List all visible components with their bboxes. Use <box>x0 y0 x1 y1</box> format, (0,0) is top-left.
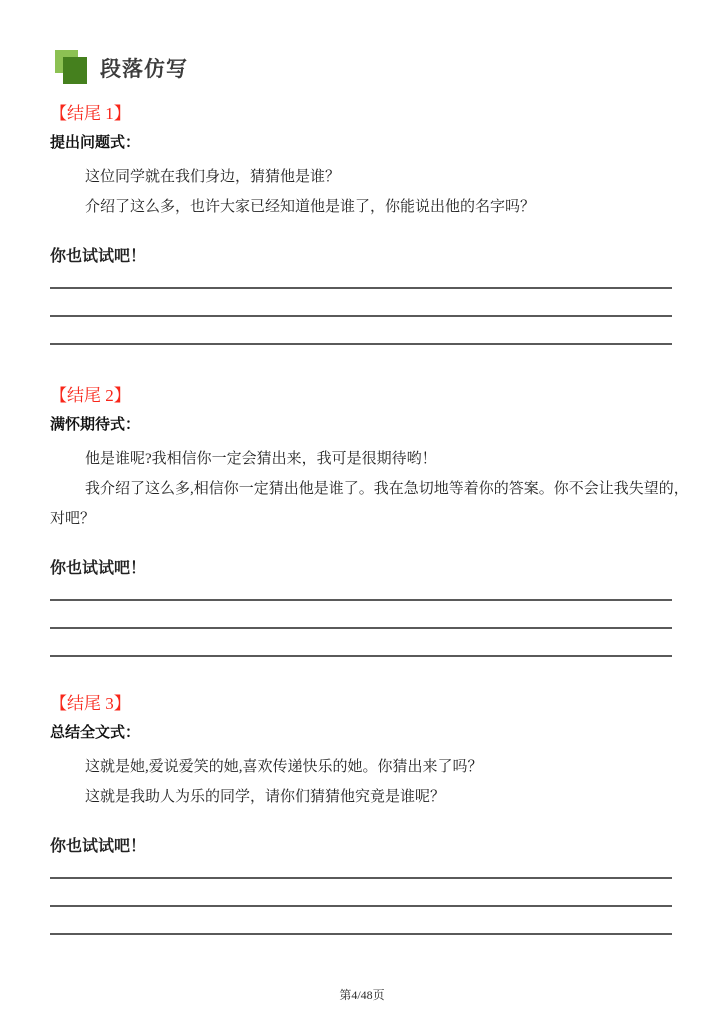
section-tag: 【结尾 1】 <box>50 104 131 123</box>
example-paragraphs <box>50 444 700 534</box>
icon-front-square <box>63 57 87 84</box>
answer-lines <box>50 268 672 345</box>
example-sentence: 这位同学就在我们身边，猜猜他是谁？ <box>85 169 341 185</box>
page-header <box>55 48 355 90</box>
answer-line <box>50 289 672 317</box>
section-ending-3 <box>50 693 700 935</box>
answer-line <box>50 879 672 907</box>
try-it-prompt: 你也试试吧！ <box>50 560 147 577</box>
example-sentence: 介绍了这么多，也许大家已经知道他是谁了，你能说出他的名字吗？ <box>85 199 536 215</box>
section-ending-1 <box>50 103 700 345</box>
example-sentence: 这就是她,爱说爱笑的她,喜欢传递快乐的她。你猜出来了吗？ <box>85 759 483 775</box>
answer-line <box>50 601 672 629</box>
section-tag: 【结尾 3】 <box>50 694 131 713</box>
example-sentence: 我介绍了这么多,相信你一定猜出他是谁了。我在急切地等着你的答案。你不会让我失望的，对吧？ <box>50 481 689 527</box>
section-tag: 【结尾 2】 <box>50 386 131 405</box>
overlapping-pages-icon <box>55 48 89 86</box>
example-sentence: 他是谁呢?我相信你一定会猜出来，我可是很期待哟！ <box>85 451 437 467</box>
page-title: 段落仿写 <box>100 58 188 81</box>
try-it-prompt: 你也试试吧！ <box>50 838 147 855</box>
answer-line <box>50 580 672 601</box>
example-paragraphs <box>50 752 700 812</box>
example-sentence: 这就是我助人为乐的同学，请你们猜猜他究竟是谁呢？ <box>85 789 446 805</box>
try-it-prompt: 你也试试吧！ <box>50 248 147 265</box>
section-ending-2 <box>50 385 700 657</box>
answer-lines <box>50 858 672 935</box>
answer-line <box>50 268 672 289</box>
answer-line <box>50 907 672 935</box>
example-paragraphs <box>50 162 700 222</box>
answer-line <box>50 858 672 879</box>
style-type-label: 满怀期待式： <box>50 417 141 433</box>
style-type-label: 总结全文式： <box>50 725 141 741</box>
answer-lines <box>50 580 672 657</box>
style-type-label: 提出问题式： <box>50 135 141 151</box>
answer-line <box>50 317 672 345</box>
page-number: 第4/48页 <box>339 988 385 1002</box>
answer-line <box>50 629 672 657</box>
